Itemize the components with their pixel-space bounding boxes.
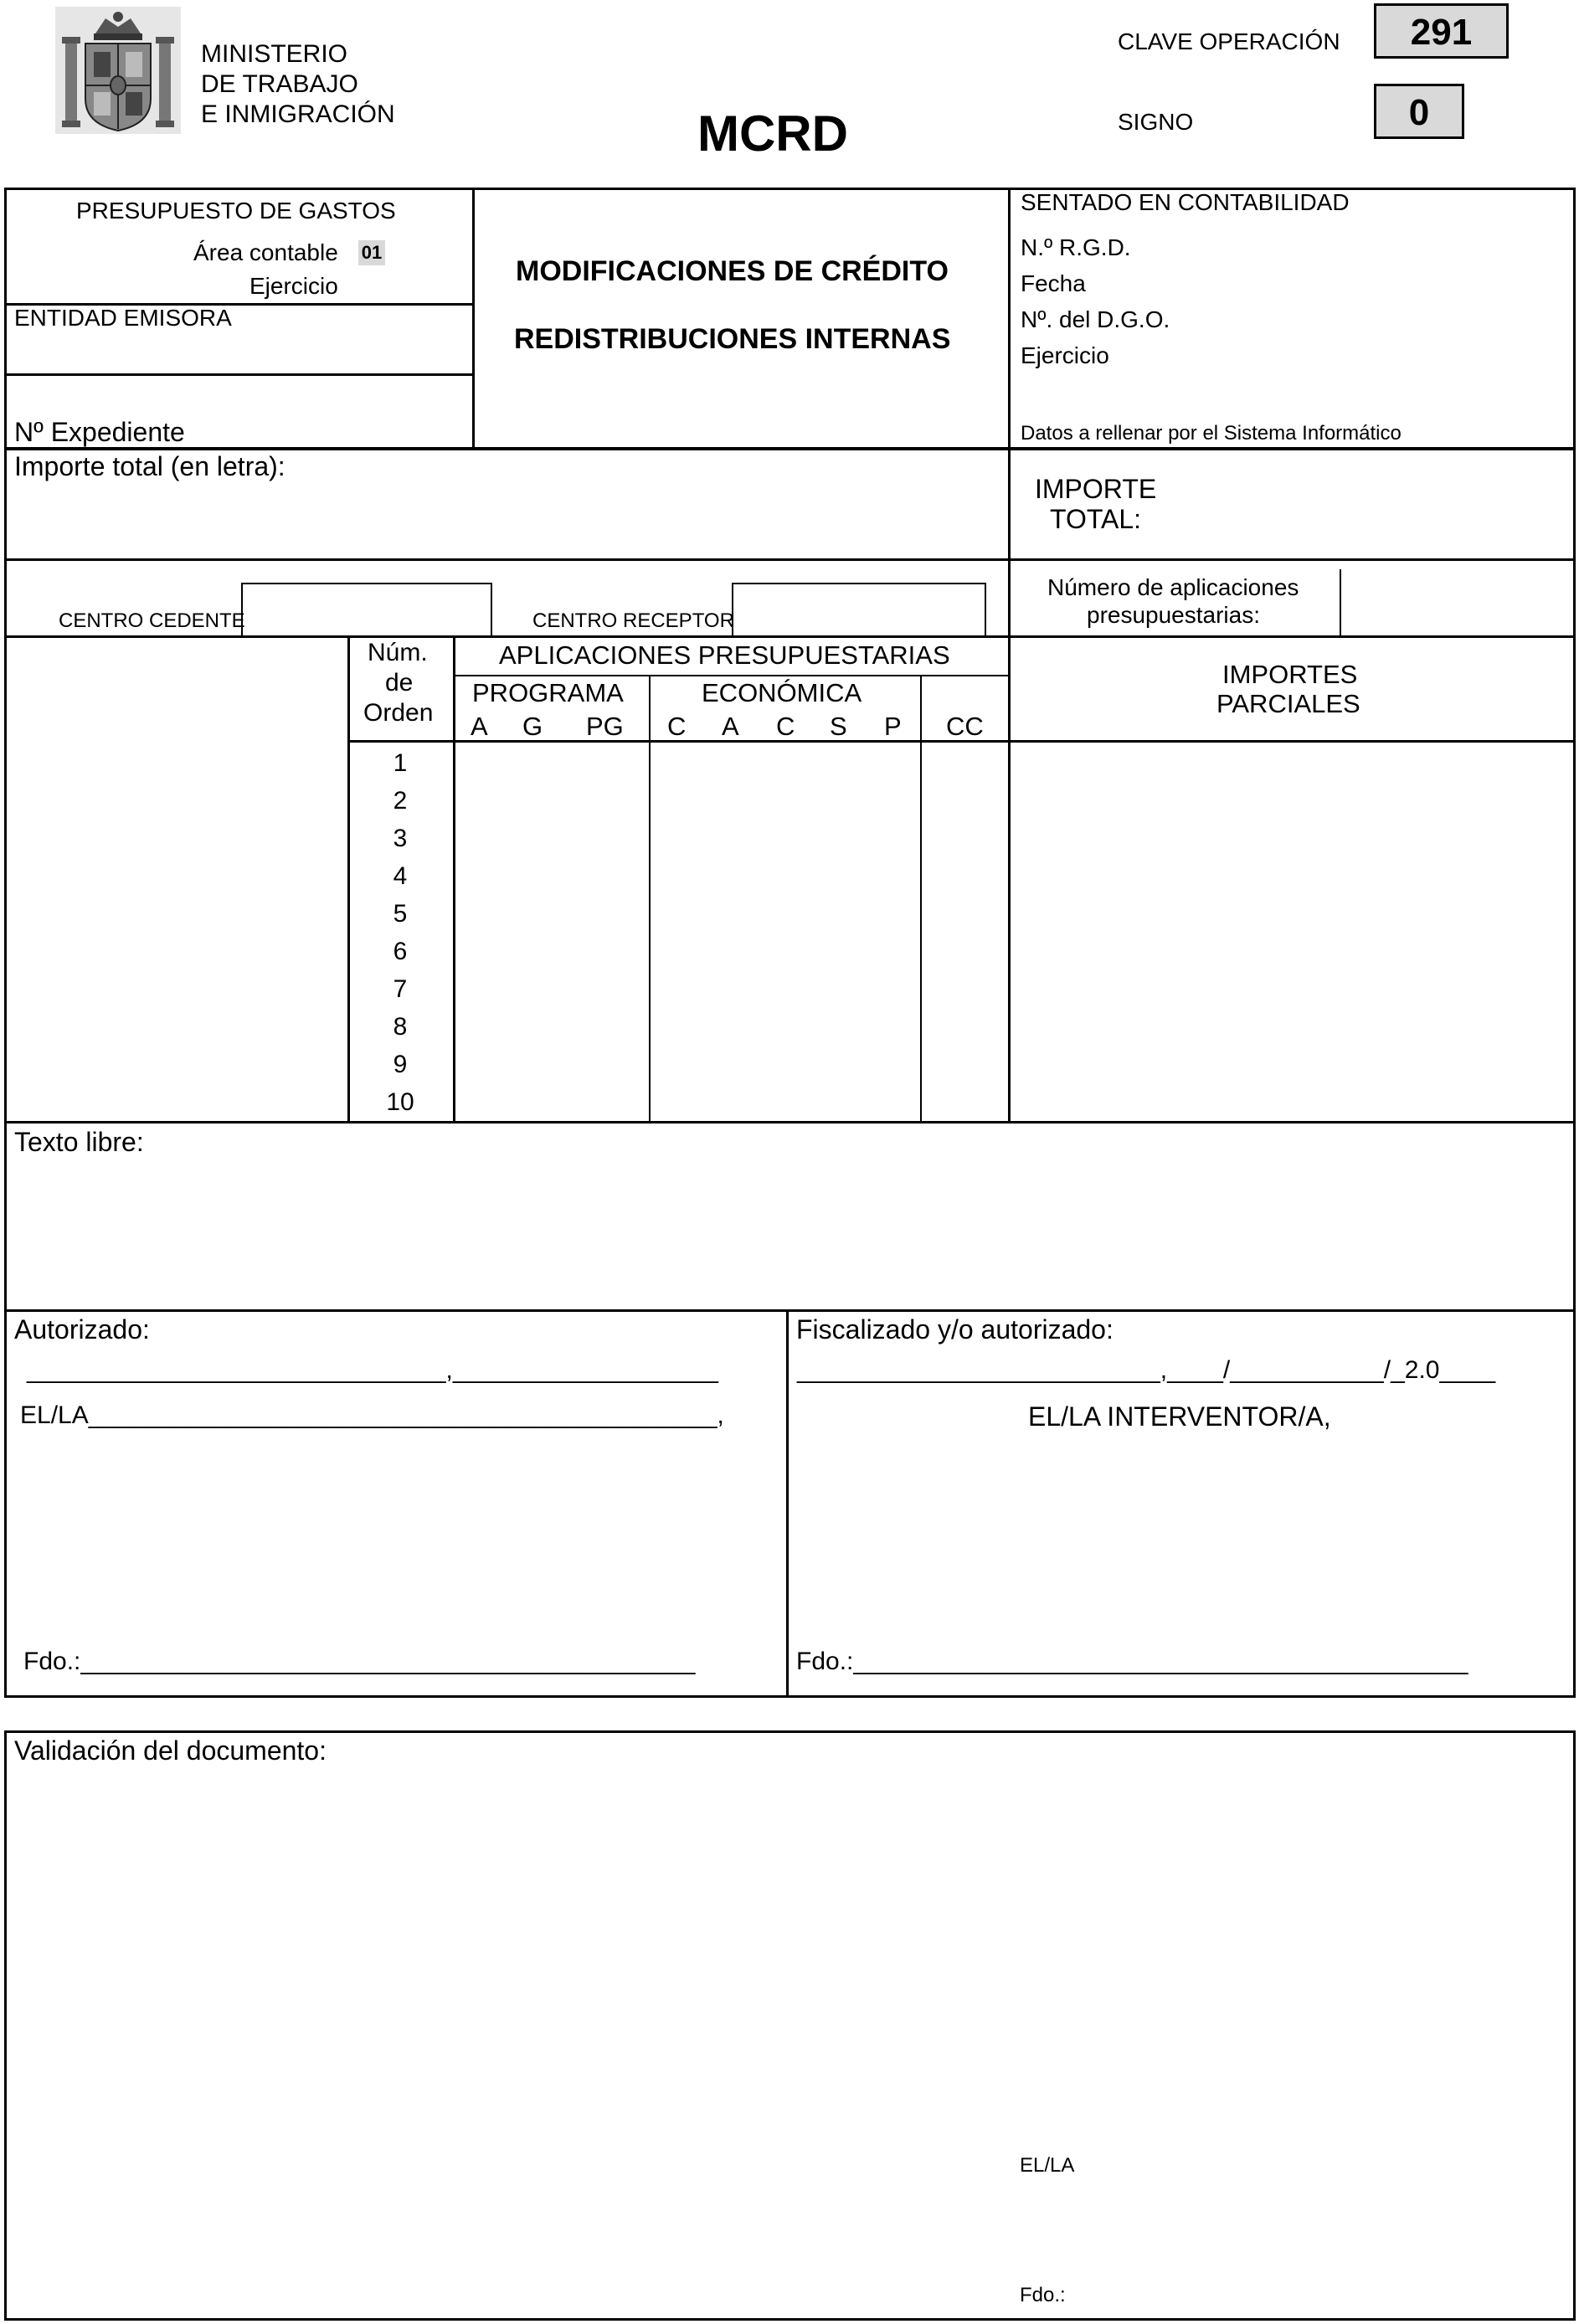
texto-libre-field[interactable] bbox=[10, 1160, 1569, 1306]
sub-header-cc: CC bbox=[946, 712, 984, 741]
divider bbox=[4, 635, 7, 1126]
dgo-label: Nº. del D.G.O. bbox=[1021, 306, 1170, 332]
order-number: 9 bbox=[393, 1051, 408, 1078]
programa-entry-area[interactable] bbox=[457, 745, 646, 1118]
signo-value: 0 bbox=[1374, 84, 1464, 139]
order-number: 7 bbox=[393, 975, 408, 1003]
centro-cedente-label: CENTRO CEDENTE bbox=[59, 609, 245, 632]
divider bbox=[472, 188, 475, 449]
order-number: 10 bbox=[386, 1088, 414, 1116]
ministry-line-1: MINISTERIO bbox=[201, 40, 348, 68]
validacion-field[interactable] bbox=[10, 1771, 1569, 2307]
divider bbox=[4, 1121, 1576, 1123]
order-number: 1 bbox=[393, 749, 408, 777]
order-number: 6 bbox=[393, 938, 408, 965]
sub-header-p: P bbox=[884, 712, 902, 741]
fecha-label: Fecha bbox=[1021, 270, 1086, 296]
area-contable-label: Área contable bbox=[193, 239, 338, 265]
title-modificaciones: MODIFICACIONES DE CRÉDITO bbox=[516, 255, 949, 287]
sub-header-s: S bbox=[830, 712, 847, 741]
autorizado-label: Autorizado: bbox=[14, 1314, 150, 1345]
validacion-ella: EL/LA bbox=[1020, 2154, 1075, 2177]
economica-header: ECONÓMICA bbox=[702, 678, 862, 707]
area-contable-value: 01 bbox=[358, 240, 385, 265]
validacion-label: Validación del documento: bbox=[14, 1735, 327, 1766]
importes-parciales-entry-area[interactable] bbox=[1013, 745, 1571, 1118]
divider bbox=[4, 373, 475, 376]
divider bbox=[1573, 635, 1576, 1126]
num-aplicaciones-field[interactable] bbox=[1345, 569, 1571, 638]
order-number: 4 bbox=[393, 862, 408, 890]
order-number: 3 bbox=[393, 825, 408, 852]
importes-parciales-header-1: IMPORTES bbox=[1222, 660, 1358, 689]
divider bbox=[4, 635, 1576, 638]
ejercicio-label-2: Ejercicio bbox=[1021, 342, 1109, 368]
fdo-right[interactable]: Fdo.:____________________________________________ bbox=[796, 1648, 1468, 1675]
sub-header-a-2: A bbox=[722, 712, 739, 741]
sentado-contabilidad: SENTADO EN CONTABILIDAD bbox=[1021, 189, 1350, 215]
interventor-label: EL/LA INTERVENTOR/A, bbox=[1028, 1401, 1331, 1432]
divider bbox=[1008, 559, 1011, 643]
num-orden-header-3: Orden bbox=[363, 699, 434, 727]
divider bbox=[453, 635, 455, 1123]
ministry-line-2: DE TRABAJO bbox=[201, 70, 358, 98]
programa-header: PROGRAMA bbox=[472, 678, 624, 707]
divider bbox=[1008, 635, 1011, 1123]
autorizado-cargo[interactable]: EL/LA_____________________________________________, bbox=[20, 1401, 724, 1429]
order-number: 5 bbox=[393, 900, 408, 928]
divider bbox=[4, 559, 7, 643]
num-aplicaciones-label-2: presupuestarias: bbox=[1087, 602, 1261, 628]
fiscalizado-label: Fiscalizado y/o autorizado: bbox=[796, 1314, 1114, 1345]
centro-receptor-label: CENTRO RECEPTOR bbox=[532, 609, 734, 632]
presupuesto-gastos: PRESUPUESTO DE GASTOS bbox=[76, 198, 396, 224]
fiscalizado-lugar-fecha[interactable]: __________________________,____/___________/_2.0____ bbox=[797, 1356, 1496, 1384]
rgd-label: N.º R.G.D. bbox=[1021, 234, 1131, 260]
num-orden-header-1: Núm. bbox=[368, 639, 428, 666]
ministry-line-3: E INMIGRACIÓN bbox=[201, 100, 395, 128]
title-redistribuciones: REDISTRIBUCIONES INTERNAS bbox=[514, 323, 951, 355]
num-aplicaciones-label-1: Número de aplicaciones bbox=[1047, 574, 1299, 600]
importe-total-label-1: IMPORTE bbox=[1035, 474, 1157, 504]
datos-sistema: Datos a rellenar por el Sistema Informático bbox=[1021, 422, 1402, 445]
sub-header-a: A bbox=[471, 712, 488, 741]
divider bbox=[1008, 447, 1011, 559]
form-code: MCRD bbox=[697, 105, 848, 162]
sub-header-c-2: C bbox=[776, 712, 795, 741]
centro-cedente-field[interactable] bbox=[241, 583, 492, 638]
centro-receptor-field[interactable] bbox=[732, 583, 986, 638]
clave-operacion-label: CLAVE OPERACIÓN bbox=[1118, 28, 1340, 54]
signo-label: SIGNO bbox=[1118, 109, 1194, 135]
divider bbox=[1008, 188, 1011, 449]
autorizado-lugar-fecha[interactable]: ______________________________,___________________ bbox=[27, 1356, 718, 1384]
divider bbox=[786, 1309, 789, 1696]
divider bbox=[1340, 569, 1341, 638]
clave-operacion-value: 291 bbox=[1374, 3, 1509, 59]
entidad-emisora: ENTIDAD EMISORA bbox=[14, 305, 232, 331]
aplicaciones-header: APLICACIONES PRESUPUESTARIAS bbox=[499, 640, 950, 670]
importe-total-label-2: TOTAL: bbox=[1050, 504, 1142, 534]
expediente-label: Nº Expediente bbox=[14, 417, 185, 447]
importe-letra-label: Importe total (en letra): bbox=[14, 451, 285, 481]
coat-of-arms-icon bbox=[55, 7, 181, 134]
ejercicio-label: Ejercicio bbox=[249, 273, 338, 299]
order-number: 2 bbox=[393, 787, 408, 815]
importes-parciales-header-2: PARCIALES bbox=[1216, 689, 1360, 718]
top-block bbox=[4, 188, 1576, 450]
sub-header-g: G bbox=[522, 712, 543, 741]
num-orden-header-2: de bbox=[385, 669, 414, 697]
importe-total-field[interactable] bbox=[1164, 469, 1566, 553]
sub-header-pg: PG bbox=[586, 712, 624, 741]
economica-entry-area[interactable] bbox=[653, 745, 918, 1118]
sub-header-c: C bbox=[667, 712, 687, 741]
divider bbox=[347, 635, 350, 1123]
cc-entry-area[interactable] bbox=[924, 745, 1006, 1118]
order-number: 8 bbox=[393, 1013, 408, 1041]
divider bbox=[1573, 1121, 1576, 1312]
texto-libre-label: Texto libre: bbox=[14, 1127, 144, 1157]
fdo-left[interactable]: Fdo.:____________________________________________ bbox=[23, 1648, 696, 1675]
divider bbox=[1573, 559, 1576, 643]
divider bbox=[4, 1121, 7, 1312]
validacion-fdo: Fdo.: bbox=[1020, 2284, 1066, 2306]
divider bbox=[453, 675, 1010, 676]
importe-letra-field[interactable] bbox=[8, 486, 1001, 554]
